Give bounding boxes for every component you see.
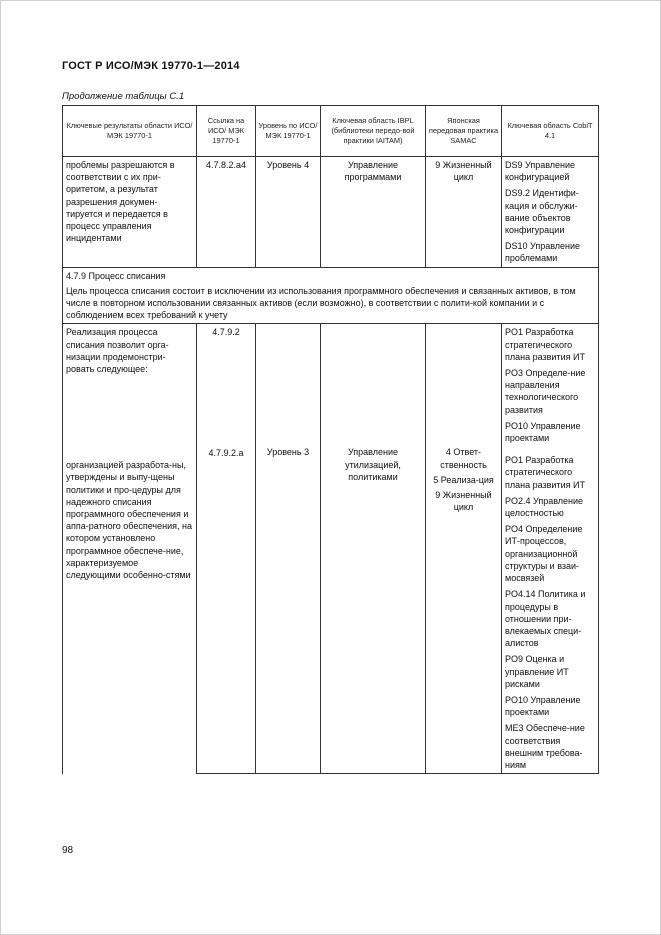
cobit-item: DS9.2 Идентифи-кация и обслужи-вание объектов конфигурации (505, 188, 579, 236)
header-key-results: Ключевые результаты области ИСО/МЭК 19770-1 (63, 106, 197, 157)
cobit-item: PO9 Оценка и управление ИТ рисками (505, 654, 569, 689)
row2-result-text: Реализация процесса списания позволит орга-низации продемонстри-ровать следующее: (66, 327, 169, 375)
row2-ref (197, 324, 256, 774)
cobit-item: PO10 Управление проектами (505, 420, 581, 444)
table-row (63, 157, 599, 268)
row1-cobit (502, 157, 599, 268)
row3-ibpl-text: Управление утилизацией, политиками (345, 447, 401, 482)
section-text: Цель процесса списания состоит в исключении из использования программного обеспечения и связанных активов, в том числе в повторном использовании связанных активов (если возможно), в соответствии с полити-кой компании и с соблюдением всех требований к учету (66, 285, 576, 321)
table-header-row (63, 106, 599, 157)
cobit-item: PO10 Управление проектами (505, 694, 581, 718)
header-ibpl: Ключевая область IBPL (библиотеки передо-вой практики IAITAM) (321, 106, 426, 157)
cobit-item: DS10 Управление проблемами (505, 241, 581, 264)
header-level: Уровень по ИСО/ МЭК 19770-1 (256, 106, 321, 157)
header-cobit: Ключевая область CobiT 4.1 (502, 106, 599, 157)
row3-level-text: Уровень 3 (266, 447, 310, 458)
page-number: 98 (62, 845, 74, 856)
samac-item: 5 Реализа-ция (433, 474, 494, 485)
document-header: ГОСТ Р ИСО/МЭК 19770-1—2014 (62, 60, 240, 72)
row1-samac: 9 Жизненный цикл (426, 157, 502, 268)
row1-level: Уровень 4 (256, 157, 321, 268)
row2-ref-text: 4.7.9.2 (212, 327, 240, 338)
cobit-item: PO4 Определение ИТ-процессов, организационной структуры и взаи-мосвязей (505, 524, 583, 584)
row3-result-text: организацией разработа-ны, утверждены и выпу-щены политики и про-цедуры для надежного списания программного обеспечения и аппа-ратного обеспечения, на котором установлено программное обеспече-ние, характеризуемое следующими особенно-стями (66, 460, 192, 581)
header-reference: Ссылка на ИСО/ МЭК 19770-1 (197, 106, 256, 157)
mapping-table (62, 105, 599, 774)
row1-ibpl: Управление программами (321, 157, 426, 268)
section-cell (63, 267, 599, 324)
samac-item: 9 Жизненный цикл (435, 490, 492, 513)
row1-ref: 4.7.8.2.a4 (197, 157, 256, 268)
row3-level (256, 324, 321, 774)
row3-ref-text: 4.7.9.2.a (208, 447, 244, 458)
row2-result (63, 324, 197, 774)
cobit-item: PO2.4 Управление целостностью (505, 495, 584, 519)
row3-samac (426, 324, 502, 774)
row2-row3-cobit (502, 324, 599, 774)
cobit-item: ME3 Обеспече-ние соответствия внешним требова-ниям (505, 723, 585, 770)
section-title: 4.7.9 Процесс списания (66, 270, 166, 281)
table-row (63, 324, 599, 774)
header-samac: Японская передовая практика SAMAC (426, 106, 502, 157)
table-caption: Продолжение таблицы С.1 (62, 91, 185, 102)
samac-item: 4 Ответ-ственность (440, 447, 487, 470)
row3-ibpl (321, 324, 426, 774)
cobit-item: DS9 Управление конфигурацией (505, 160, 576, 183)
cobit-item: PO1 Разработка стратегического плана развития ИТ (505, 327, 585, 362)
row1-result: проблемы разрешаются в соответствии с их при-оритетом, а результат разрешения докумен-тируется и передается в процесс управления инцидентами (63, 157, 197, 268)
section-row (63, 267, 599, 324)
cobit-item: PO4.14 Политика и процедуры в отношении при-влекаемых специ-алистов (505, 589, 586, 649)
cobit-item: PO1 Разработка стратегического плана развития ИТ (505, 455, 585, 490)
cobit-item: PO3 Определе-ние направления технологического развития (505, 368, 586, 415)
